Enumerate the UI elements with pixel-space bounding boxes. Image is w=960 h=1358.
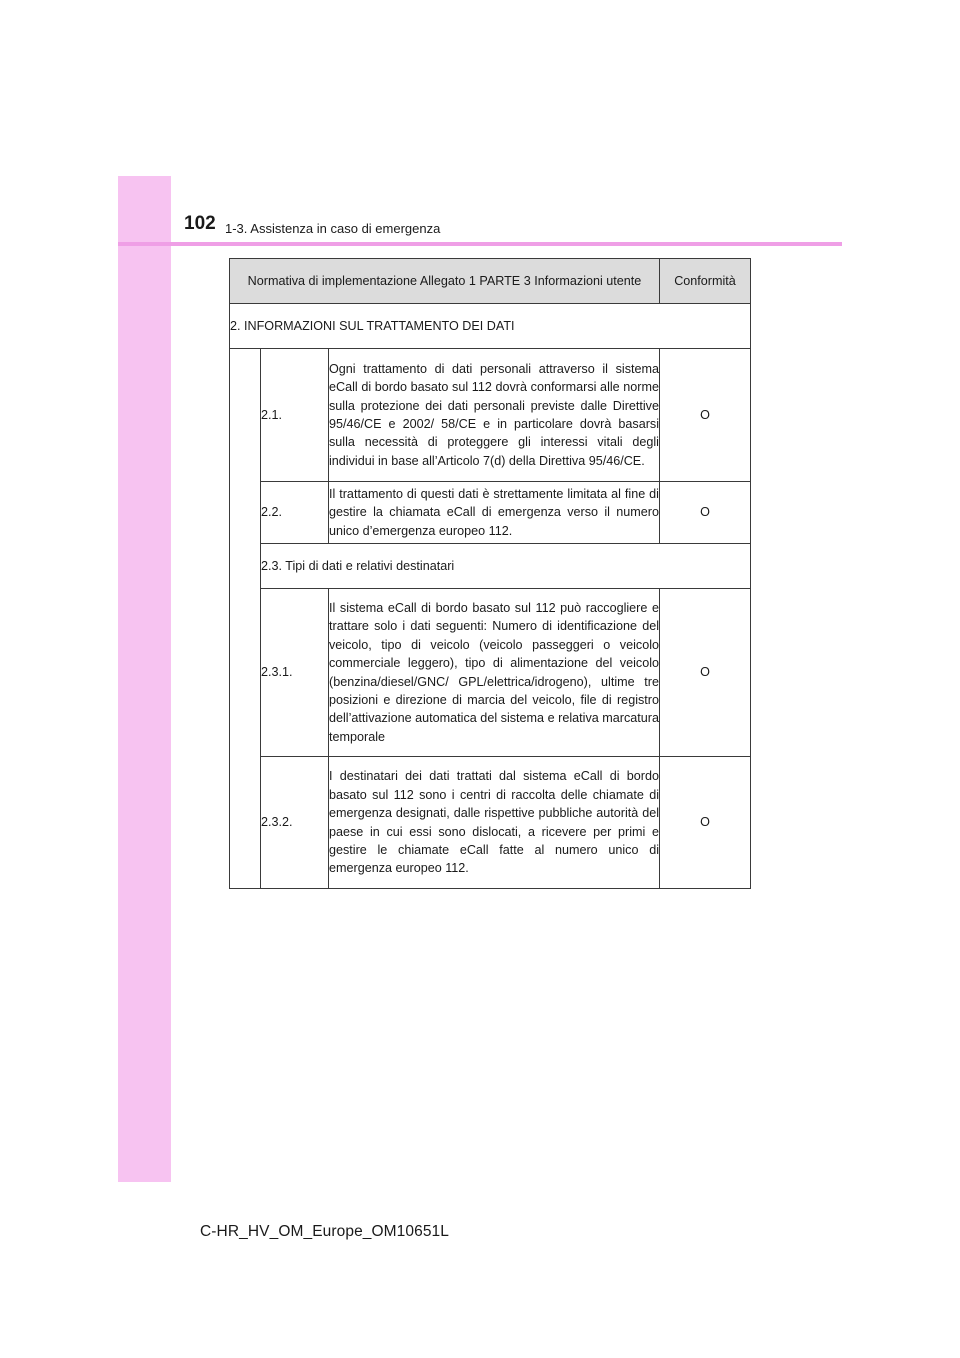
row-text: Ogni trattamento di dati personali attraverso il sistema eCall di bordo basato sul 112 dovrà conformarsi alle norme sulla protezione dei dati personali previste dalle Direttive 95/46/CE e 2002/ 58/CE e in particolare dovrà basarsi sulla necessità di proteggere gli interessi vitali degli individui in base all’Articolo 7(d) della Direttiva 95/46/CE. [329, 349, 660, 482]
table-subsection-row [230, 544, 751, 589]
table-header-row [230, 259, 751, 304]
section-title: 1-3. Assistenza in caso di emergenza [225, 221, 441, 236]
row-text: I destinatari dei dati trattati dal sistema eCall di bordo basato sul 112 sono i centri di raccolta delle chiamate di emergenza designati, dalle rispettive pubbliche autorità del paese in cui essi sono dislocati, a ricevere per primi e gestire le chiamate eCall fatte al numero unico di emergenza europeo 112. [329, 757, 660, 889]
table-header-main: Normativa di implementazione Allegato 1 PARTE 3 Informazioni utente [230, 259, 660, 304]
row-text: Il trattamento di questi dati è strettamente limitata al fine di gestire la chiamata eCall di emergenza verso il numero unico d’emergenza europeo 112. [329, 482, 660, 544]
indent-cell [230, 349, 261, 889]
side-color-band [118, 176, 171, 1182]
table-section-row [230, 304, 751, 349]
row-number: 2.3.2. [261, 757, 329, 889]
regulation-table [229, 258, 751, 889]
document-code: C-HR_HV_OM_Europe_OM10651L [200, 1223, 449, 1240]
row-number: 2.2. [261, 482, 329, 544]
row-conformity: O [660, 757, 751, 889]
row-conformity: O [660, 349, 751, 482]
row-text: Il sistema eCall di bordo basato sul 112 può raccogliere e trattare solo i dati seguenti: Numero di identificazione del veicolo, tipo di veicolo (veicolo passeggeri o veicolo commerciale leggero), tipo di alimentazione del veicolo (benzina/diesel/GNC/ GPL/elettrica/idrogeno), ultime tre posizioni e direzione di marcia del veicolo, file di registro dell’attivazione automatica del sistema e relativa marcatura temporale [329, 589, 660, 757]
row-number: 2.1. [261, 349, 329, 482]
row-conformity: O [660, 482, 751, 544]
page-number: 102 [184, 213, 216, 234]
subsection-2-3-heading: 2.3. Tipi di dati e relativi destinatari [261, 544, 751, 589]
table-row [230, 349, 751, 482]
header-rule [118, 242, 842, 246]
table-row [230, 757, 751, 889]
row-number: 2.3.1. [261, 589, 329, 757]
section-2-heading: 2. INFORMAZIONI SUL TRATTAMENTO DEI DATI [230, 304, 751, 349]
table-header-conformity: Conformità [660, 259, 751, 304]
row-conformity: O [660, 589, 751, 757]
table-row [230, 482, 751, 544]
table-row [230, 589, 751, 757]
